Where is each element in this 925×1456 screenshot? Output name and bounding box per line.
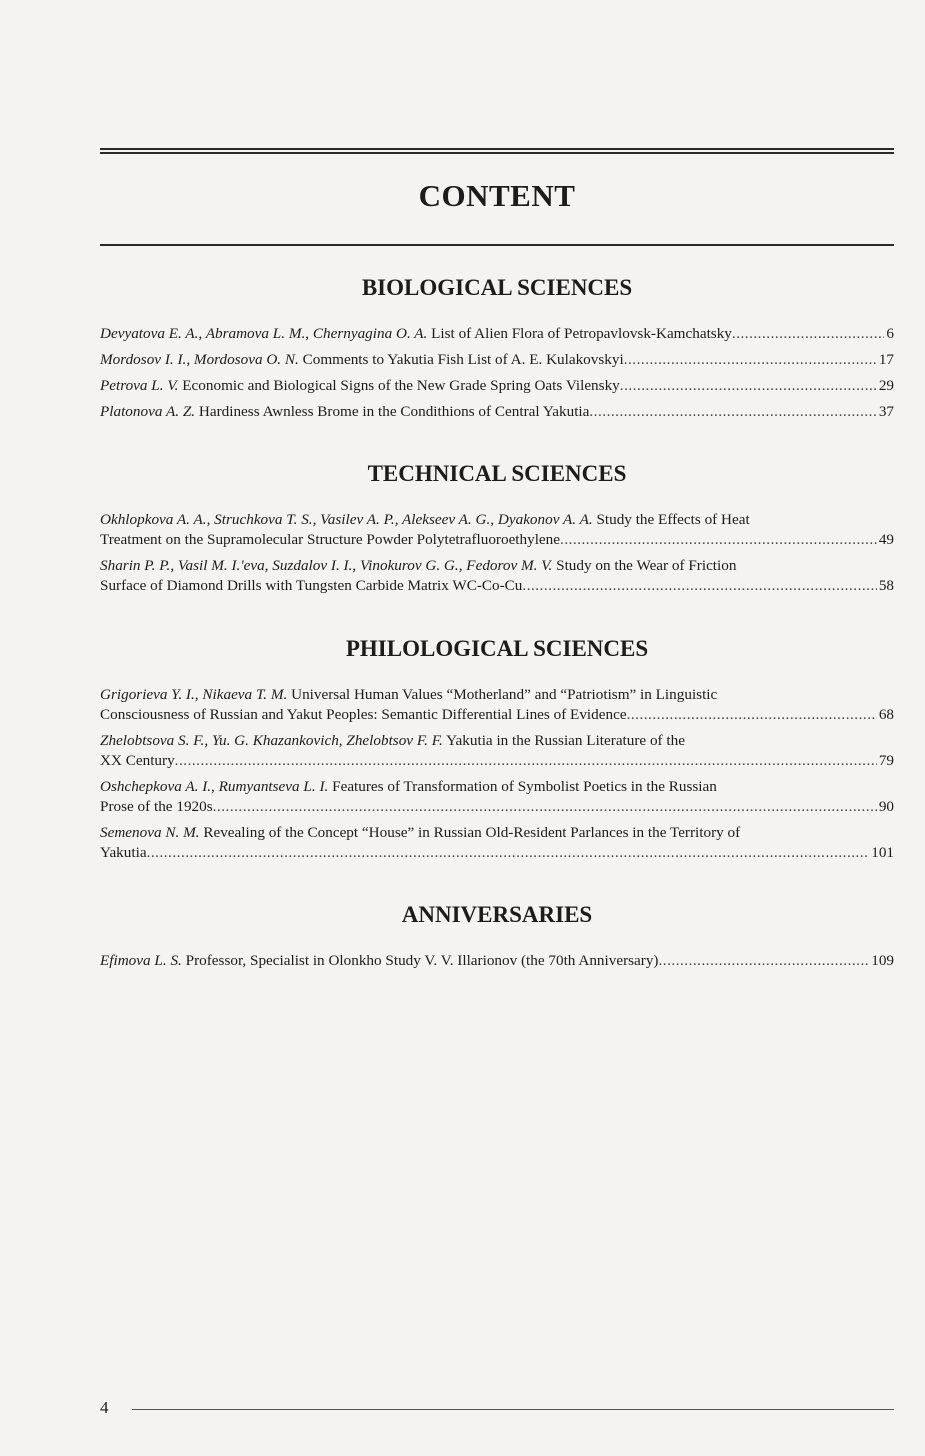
entry-title: Study on the Wear of Friction bbox=[556, 557, 737, 574]
top-double-rule bbox=[100, 148, 894, 156]
entry-authors: Efimova L. S. bbox=[100, 952, 182, 969]
toc-entry[interactable] bbox=[100, 951, 894, 971]
entry-authors: Oshchepkova A. I., Rumyantseva L. I. bbox=[100, 778, 329, 795]
entry-page: 109 bbox=[871, 952, 894, 969]
entry-title-cont: Consciousness of Russian and Yakut Peoples: Semantic Differential Lines of Evidence bbox=[100, 706, 627, 723]
entry-title: Yakutia in the Russian Literature of the bbox=[446, 732, 685, 749]
entry-title: Hardiness Awnless Brome in the Condithions of Central Yakutia bbox=[198, 403, 590, 420]
toc-entry[interactable] bbox=[100, 402, 894, 422]
entry-authors: Devyatova E. A., Abramova L. M., Chernyagina O. A. bbox=[100, 325, 428, 342]
section-biological bbox=[100, 275, 894, 428]
entry-title-cont: Yakutia bbox=[100, 844, 147, 861]
page-number: 4 bbox=[100, 1398, 109, 1417]
entry-authors: Grigorieva Y. I., Nikaeva T. M. bbox=[100, 686, 288, 703]
section-heading: BIOLOGICAL SCIENCES bbox=[361, 275, 633, 300]
toc-entry[interactable] bbox=[100, 376, 894, 396]
section-technical bbox=[100, 461, 894, 602]
entry-title: List of Alien Flora of Petropavlovsk-Kamchatsky bbox=[431, 325, 732, 342]
toc-entry[interactable] bbox=[100, 777, 894, 817]
entry-page: 79 bbox=[878, 752, 894, 769]
entry-page: 101 bbox=[871, 844, 894, 861]
toc-entry[interactable] bbox=[100, 510, 894, 550]
section-anniversaries bbox=[100, 902, 894, 977]
entry-title: Comments to Yakutia Fish List of A. E. Kulakovskyi bbox=[302, 351, 624, 368]
entry-authors: Semenova N. M. bbox=[100, 824, 200, 841]
section-philological bbox=[100, 636, 894, 869]
toc-entry[interactable] bbox=[100, 324, 894, 344]
entry-title-cont: Surface of Diamond Drills with Tungsten Carbide Matrix WC-Co-Cu bbox=[100, 577, 523, 594]
entry-title-cont: Prose of the 1920s bbox=[100, 798, 213, 815]
entry-page: 90 bbox=[878, 798, 894, 815]
entry-authors: Petrova L. V. bbox=[100, 377, 179, 394]
section-heading: TECHNICAL SCIENCES bbox=[367, 461, 627, 486]
section-heading: ANNIVERSARIES bbox=[401, 902, 593, 927]
toc-entry[interactable] bbox=[100, 731, 894, 771]
entry-page: 58 bbox=[878, 577, 894, 594]
entry-title: Study the Effects of Heat bbox=[596, 511, 750, 528]
page-title: CONTENT bbox=[418, 178, 576, 213]
entry-title: Professor, Specialist in Olonkho Study V. V. Illarionov (the 70th Anniversary) bbox=[185, 952, 659, 969]
entry-page: 6 bbox=[886, 325, 894, 342]
toc-entry[interactable] bbox=[100, 823, 894, 863]
entry-authors: Okhlopkova A. A., Struchkova T. S., Vasilev A. P., Alekseev A. G., Dyakonov A. A. bbox=[100, 511, 593, 528]
entry-page: 37 bbox=[878, 403, 894, 420]
entry-title: Universal Human Values “Motherland” and “Patriotism” in Linguistic bbox=[291, 686, 718, 703]
entry-page: 68 bbox=[878, 706, 894, 723]
entry-page: 17 bbox=[878, 351, 894, 368]
toc-entry[interactable] bbox=[100, 685, 894, 725]
entry-page: 29 bbox=[878, 377, 894, 394]
entry-page: 49 bbox=[878, 531, 894, 548]
entry-authors: Sharin P. P., Vasil M. I.'eva, Suzdalov I. I., Vinokurov G. G., Fedorov M. V. bbox=[100, 557, 553, 574]
entry-title: Economic and Biological Signs of the New Grade Spring Oats Vilensky bbox=[182, 377, 620, 394]
footer-rule bbox=[132, 1409, 894, 1410]
section-heading: PHILOLOGICAL SCIENCES bbox=[345, 636, 649, 661]
entry-title-cont: XX Century bbox=[100, 752, 175, 769]
entry-authors: Zhelobtsova S. F., Yu. G. Khazankovich, Zhelobtsov F. F. bbox=[100, 732, 443, 749]
toc-entry[interactable] bbox=[100, 350, 894, 370]
entry-authors: Platonova A. Z. bbox=[100, 403, 196, 420]
title-rule bbox=[100, 244, 894, 246]
entry-title: Revealing of the Concept “House” in Russian Old-Resident Parlances in the Territory of bbox=[203, 824, 741, 841]
entry-authors: Mordosov I. I., Mordosova O. N. bbox=[100, 351, 299, 368]
entry-title: Features of Transformation of Symbolist Poetics in the Russian bbox=[332, 778, 717, 795]
toc-entry[interactable] bbox=[100, 556, 894, 596]
entry-title-cont: Treatment on the Supramolecular Structure Powder Polytetrafluoroethylene bbox=[100, 531, 561, 548]
